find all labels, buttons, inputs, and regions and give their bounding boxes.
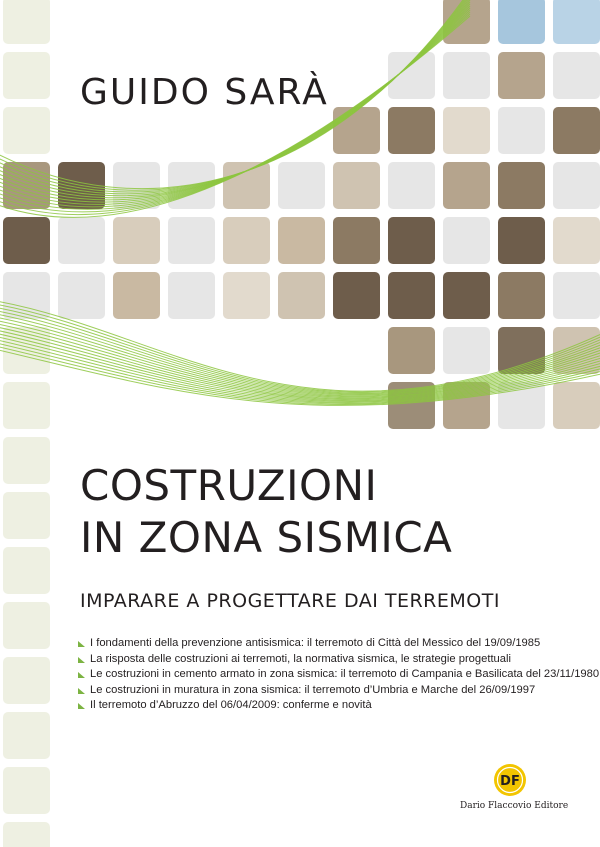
photo-tile [388, 107, 435, 154]
photo-tile [58, 217, 105, 264]
photo-tile [113, 217, 160, 264]
photo-tile [498, 327, 545, 374]
photo-tile [498, 0, 545, 44]
topic-item [78, 698, 578, 714]
photo-tile [3, 272, 50, 319]
topic-item [78, 652, 578, 668]
photo-tile [498, 162, 545, 209]
photo-tile [553, 327, 600, 374]
topic-text: Le costruzioni in cemento armato in zona sismica: il terremoto di Campania e Basilicata del 23/11/1980 [90, 668, 600, 680]
photo-tile [553, 107, 600, 154]
photo-tile [388, 382, 435, 429]
photo-tile [333, 107, 380, 154]
photo-tile [388, 217, 435, 264]
publisher-name: Dario Flaccovio Editore [460, 801, 569, 811]
book-subtitle: IMPARARE A PROGETTARE DAI TERREMOTI [80, 590, 500, 612]
photo-tile [553, 272, 600, 319]
photo-tile [498, 217, 545, 264]
side-tile [3, 0, 50, 44]
photo-tile [333, 162, 380, 209]
photo-tile [553, 0, 600, 44]
photo-tile [278, 162, 325, 209]
side-tile [3, 547, 50, 594]
author-name: GUIDO SARÀ [80, 72, 329, 113]
photo-tile [443, 0, 490, 44]
photo-tile [443, 327, 490, 374]
side-tile [3, 437, 50, 484]
topic-text: La risposta delle costruzioni ai terremoti, la normativa sismica, le strategie progettuali [90, 652, 511, 665]
photo-tile [388, 327, 435, 374]
topic-item [78, 683, 578, 699]
title-line-2: IN ZONA SISMICA [80, 513, 453, 562]
side-tile [3, 327, 50, 374]
photo-tile [58, 162, 105, 209]
photo-tile [443, 382, 490, 429]
photo-tile [3, 162, 50, 209]
photo-tile [498, 382, 545, 429]
photo-tile [168, 162, 215, 209]
photo-tile [223, 272, 270, 319]
photo-tile [278, 272, 325, 319]
photo-tile [223, 162, 270, 209]
photo-tile [553, 217, 600, 264]
topic-text: Il terremoto d’Abruzzo del 06/04/2009: conferme e novità [90, 699, 372, 711]
side-tile [3, 382, 50, 429]
side-tile [3, 767, 50, 814]
photo-tile [113, 162, 160, 209]
photo-tile [168, 272, 215, 319]
photo-tile [498, 52, 545, 99]
publisher-block [460, 763, 569, 811]
topic-text: I fondamenti della prevenzione antisismica: il terremoto di Città del Messico del 19/09/1985 [90, 637, 541, 649]
photo-tile [278, 217, 325, 264]
arrow-bullet-icon [78, 672, 85, 678]
photo-tile [223, 217, 270, 264]
topic-item [78, 636, 578, 652]
arrow-bullet-icon [78, 657, 85, 663]
photo-tile [553, 382, 600, 429]
title-line-1: COSTRUZIONI [80, 461, 378, 510]
photo-tile [388, 52, 435, 99]
side-tile [3, 657, 50, 704]
photo-tile [553, 52, 600, 99]
publisher-logo-icon [493, 763, 527, 797]
book-title [80, 460, 452, 564]
photo-tile [388, 162, 435, 209]
photo-tile [443, 162, 490, 209]
photo-tile [333, 217, 380, 264]
photo-tile [113, 272, 160, 319]
arrow-bullet-icon [78, 688, 85, 694]
topic-item [78, 667, 600, 683]
side-tile [3, 492, 50, 539]
photo-tile [443, 217, 490, 264]
photo-tile [333, 272, 380, 319]
topic-text: Le costruzioni in muratura in zona sismica: il terremoto d’Umbria e Marche del 26/09/1997 [90, 683, 536, 696]
photo-tile [443, 107, 490, 154]
photo-tile [443, 52, 490, 99]
photo-tile [443, 272, 490, 319]
topic-list [78, 636, 600, 714]
photo-tile [58, 272, 105, 319]
arrow-bullet-icon [78, 703, 85, 709]
photo-tile [168, 217, 215, 264]
svg-text:DF: DF [500, 774, 520, 789]
photo-tile [388, 272, 435, 319]
side-tile [3, 107, 50, 154]
side-tile [3, 602, 50, 649]
photo-tile [498, 107, 545, 154]
photo-tile [3, 217, 50, 264]
side-tile [3, 712, 50, 759]
photo-tile [553, 162, 600, 209]
arrow-bullet-icon [78, 641, 85, 647]
photo-tile [498, 272, 545, 319]
side-tile [3, 52, 50, 99]
side-tile [3, 822, 50, 847]
